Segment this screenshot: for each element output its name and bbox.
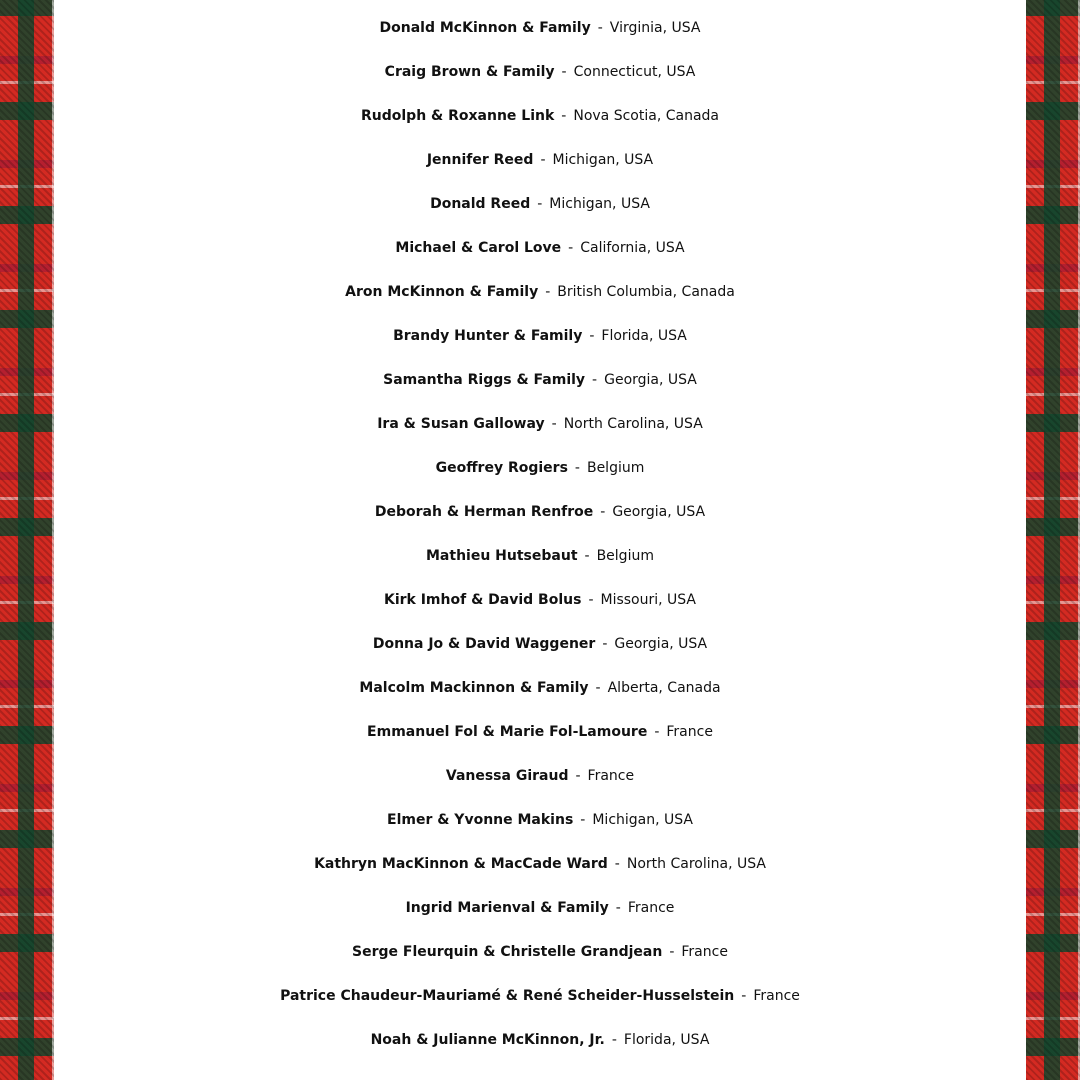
supporter-location: California, USA (580, 240, 685, 256)
supporter-name: Aron McKinnon & Family (345, 284, 539, 300)
separator-dash: - (595, 680, 601, 696)
list-item (54, 50, 1026, 94)
separator-dash: - (611, 1032, 617, 1048)
list-item (54, 842, 1026, 886)
supporter-name: Mathieu Hutsebaut (426, 548, 578, 564)
list-item (54, 358, 1026, 402)
separator-dash: - (600, 504, 606, 520)
supporter-location: Michigan, USA (592, 812, 693, 828)
supporter-location: Belgium (596, 548, 654, 564)
list-item (54, 6, 1026, 50)
list-item (54, 402, 1026, 446)
separator-dash: - (575, 768, 581, 784)
list-item (54, 138, 1026, 182)
supporter-name: Donald Reed (430, 196, 531, 212)
separator-dash: - (540, 152, 546, 168)
supporter-name: Emmanuel Fol & Marie Fol-Lamoure (367, 724, 648, 740)
list-item (54, 490, 1026, 534)
separator-dash: - (615, 900, 621, 916)
supporter-name: Deborah & Herman Renfroe (374, 504, 594, 520)
separator-dash: - (654, 724, 660, 740)
supporter-name: Noah & Julianne McKinnon, Jr. (370, 1032, 605, 1048)
list-item (54, 710, 1026, 754)
supporter-name: Brandy Hunter & Family (393, 328, 583, 344)
separator-dash: - (741, 988, 747, 1004)
supporter-name: Michael & Carol Love (395, 240, 562, 256)
supporter-name: Craig Brown & Family (384, 64, 555, 80)
supporter-location: Alberta, Canada (607, 680, 721, 696)
supporters-panel (54, 0, 1026, 1080)
supporter-name: Malcolm Mackinnon & Family (359, 680, 589, 696)
supporter-name: Kirk Imhof & David Bolus (383, 592, 582, 608)
separator-dash: - (580, 812, 586, 828)
supporter-location: France (587, 768, 635, 784)
list-item (54, 270, 1026, 314)
supporter-location: Florida, USA (623, 1032, 710, 1048)
separator-dash: - (551, 416, 557, 432)
supporter-location: France (753, 988, 800, 1004)
separator-dash: - (561, 108, 567, 124)
separator-dash: - (614, 856, 620, 872)
supporter-location: British Columbia, Canada (557, 284, 735, 300)
supporter-location: Florida, USA (601, 328, 687, 344)
supporter-location: France (666, 724, 713, 740)
separator-dash: - (537, 196, 543, 212)
tartan-border-right (1026, 0, 1080, 1080)
list-item (54, 754, 1026, 798)
supporter-name: Jennifer Reed (426, 152, 534, 168)
supporter-name: Rudolph & Roxanne Link (360, 108, 555, 124)
supporter-name: Patrice Chaudeur-Mauriamé & René Scheider-Husselstein (280, 988, 735, 1004)
list-item (54, 226, 1026, 270)
separator-dash: - (574, 460, 580, 476)
list-item (54, 622, 1026, 666)
supporter-location: Connecticut, USA (573, 64, 696, 80)
separator-dash: - (561, 64, 567, 80)
separator-dash: - (597, 20, 603, 36)
supporter-name: Ingrid Marienval & Family (405, 900, 609, 916)
supporter-location: France (627, 900, 675, 916)
list-item (54, 886, 1026, 930)
supporter-location: Virginia, USA (609, 20, 701, 36)
list-item (54, 974, 1026, 1018)
supporter-name: Donald McKinnon & Family (379, 20, 591, 36)
supporter-location: Michigan, USA (549, 196, 650, 212)
separator-dash: - (602, 636, 608, 652)
supporter-name: Ira & Susan Galloway (377, 416, 545, 432)
list-item (54, 446, 1026, 490)
supporter-location: Belgium (586, 460, 645, 476)
separator-dash: - (545, 284, 551, 300)
supporters-list (54, 6, 1026, 1062)
separator-dash: - (592, 372, 598, 388)
supporter-location: Missouri, USA (600, 592, 697, 608)
supporter-name: Serge Fleurquin & Christelle Grandjean (352, 944, 663, 960)
separator-dash: - (588, 592, 594, 608)
supporter-location: North Carolina, USA (626, 856, 766, 872)
list-item (54, 798, 1026, 842)
supporter-location: Nova Scotia, Canada (573, 108, 719, 124)
supporter-location: France (681, 944, 728, 960)
supporter-location: Georgia, USA (614, 636, 708, 652)
supporter-location: Michigan, USA (552, 152, 654, 168)
supporter-location: North Carolina, USA (563, 416, 703, 432)
supporter-location: Georgia, USA (604, 372, 697, 388)
separator-dash: - (669, 944, 675, 960)
list-item (54, 578, 1026, 622)
list-item (54, 94, 1026, 138)
list-item (54, 666, 1026, 710)
separator-dash: - (568, 240, 574, 256)
supporter-name: Vanessa Giraud (445, 768, 569, 784)
separator-dash: - (589, 328, 595, 344)
supporter-name: Elmer & Yvonne Makins (387, 812, 574, 828)
supporter-name: Samantha Riggs & Family (383, 372, 586, 388)
list-item (54, 182, 1026, 226)
separator-dash: - (584, 548, 590, 564)
supporter-location: Georgia, USA (612, 504, 706, 520)
supporter-name: Donna Jo & David Waggener (372, 636, 596, 652)
list-item (54, 314, 1026, 358)
tartan-border-left (0, 0, 54, 1080)
list-item (54, 930, 1026, 974)
list-item (54, 1018, 1026, 1062)
supporter-name: Geoffrey Rogiers (435, 460, 568, 476)
list-item (54, 534, 1026, 578)
supporter-name: Kathryn MacKinnon & MacCade Ward (314, 856, 608, 872)
